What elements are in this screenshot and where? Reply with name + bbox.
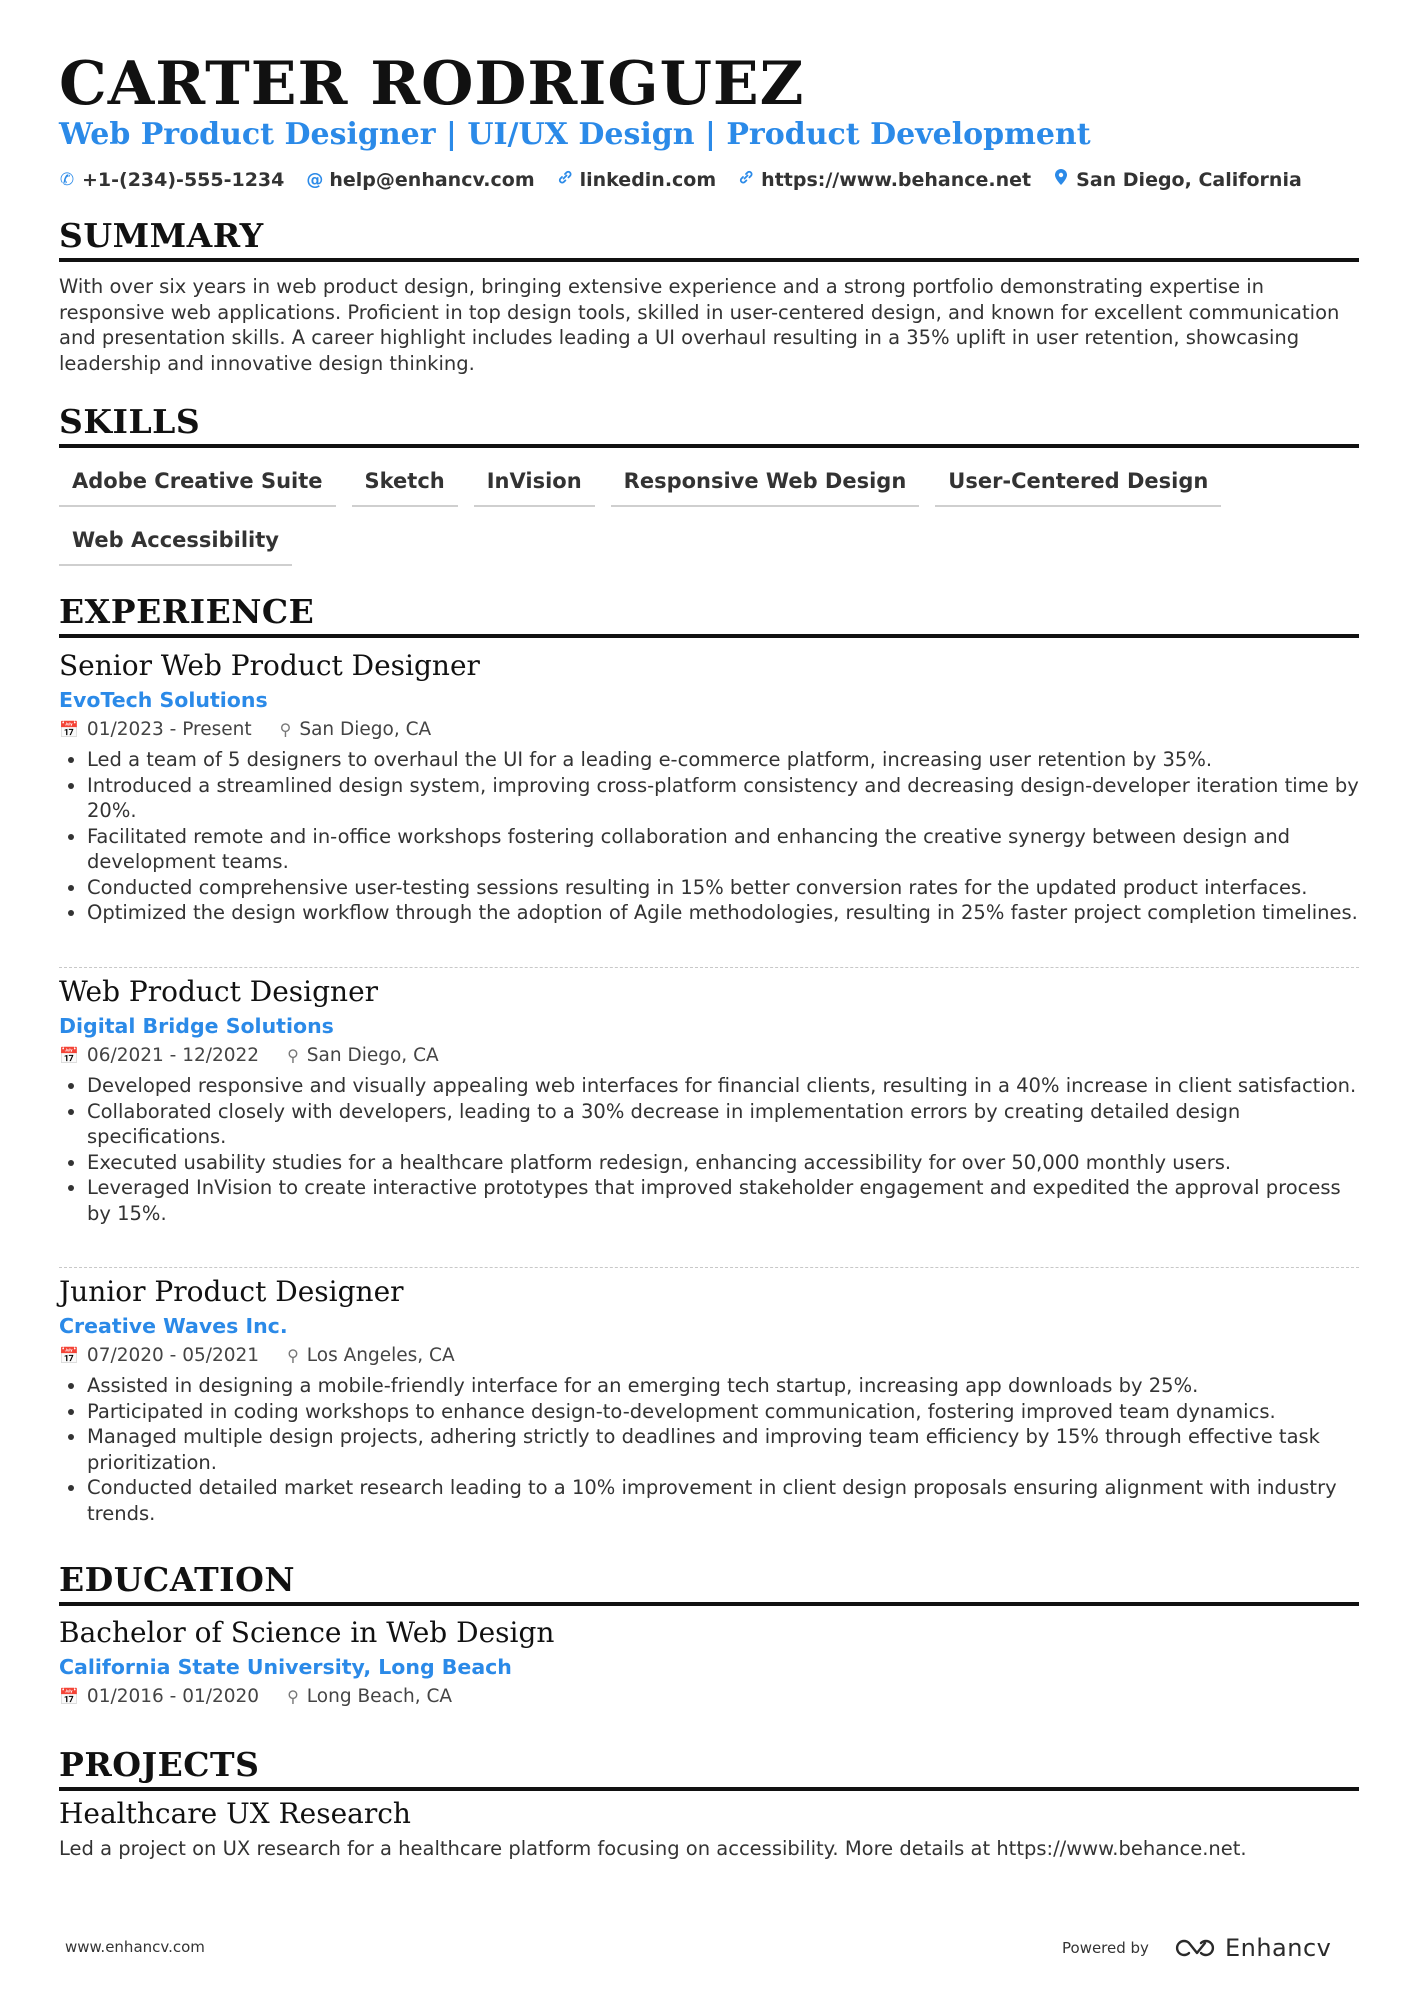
- calendar-icon: 📅: [59, 1046, 79, 1065]
- education-location: [287, 1682, 452, 1712]
- enhancv-logo-icon: [1173, 1937, 1217, 1959]
- list-item: • Introduced a streamlined design system, improving cross-platform consistency and decreasing design-developer iteration time by 20%.: [87, 773, 1359, 824]
- job-bullets: [59, 1373, 1359, 1526]
- job-location: [280, 715, 432, 745]
- contact-linkedin[interactable]: [557, 169, 717, 191]
- projects-heading: PROJECTS: [59, 1745, 1359, 1791]
- job-location-text: Los Angeles, CA: [306, 1345, 455, 1366]
- list-item: • Facilitated remote and in-office workshops fostering collaboration and enhancing the creative synergy between design and development teams.: [87, 824, 1359, 875]
- project-entry: [59, 1796, 1359, 1832]
- contact-location: [1053, 168, 1302, 191]
- list-item: • Leveraged InVision to create interactive prototypes that improved stakeholder engagement and expedited the approval process by 15%.: [87, 1175, 1359, 1226]
- job-dates-text: 06/2021 - 12/2022: [86, 1045, 260, 1066]
- phone-icon: ✆: [59, 169, 75, 190]
- location-pin-icon: ⚲: [287, 1687, 299, 1706]
- skills-list: [59, 460, 1359, 566]
- company-name[interactable]: Digital Bridge Solutions: [59, 1014, 334, 1038]
- calendar-icon: 📅: [59, 1687, 79, 1706]
- list-item: • Executed usability studies for a healthcare platform redesign, enhancing accessibility for over 50,000 monthly users.: [87, 1150, 1359, 1176]
- candidate-name: CARTER RODRIGUEZ: [59, 49, 805, 119]
- list-item: • Managed multiple design projects, adhering strictly to deadlines and improving team efficiency by 15% through effective task prioritization.: [87, 1424, 1359, 1475]
- job-bullets: [59, 747, 1359, 926]
- skill-tag: Responsive Web Design: [611, 460, 920, 507]
- experience-entry: [59, 974, 1359, 1226]
- company-name[interactable]: EvoTech Solutions: [59, 688, 268, 712]
- powered-by-label: Powered by: [1062, 1939, 1149, 1957]
- job-location-text: San Diego, CA: [299, 719, 432, 740]
- contact-linkedin-text: linkedin.com: [579, 168, 717, 191]
- list-item: • Led a team of 5 designers to overhaul the UI for a leading e-commerce platform, increasing user retention by 35%.: [87, 747, 1359, 773]
- footer-branding: [1062, 1934, 1331, 1962]
- location-pin-icon: ⚲: [287, 1346, 299, 1365]
- skills-heading: SKILLS: [59, 402, 1359, 448]
- contact-bar: [59, 168, 1302, 191]
- list-item: • Participated in coding workshops to enhance design-to-development communication, fostering improved team dynamics.: [87, 1399, 1359, 1425]
- list-item: • Assisted in designing a mobile-friendly interface for an emerging tech startup, increasing app downloads by 25%.: [87, 1373, 1359, 1399]
- contact-phone-text: +1-(234)-555-1234: [82, 168, 285, 191]
- link-icon: [738, 169, 754, 190]
- list-item: • Conducted detailed market research leading to a 10% improvement in client design proposals ensuring alignment with industry trends.: [87, 1475, 1359, 1526]
- list-item: • Conducted comprehensive user-testing sessions resulting in 15% better conversion rates for the updated product interfaces.: [87, 875, 1359, 901]
- job-dates-text: 01/2023 - Present: [86, 719, 252, 740]
- summary-text: With over six years in web product design, bringing extensive experience and a strong portfolio demonstrating expertise in responsive web applications. Proficient in top design tools, skilled in user-centered design, and known for excellent communication and presentation skills. A career highlight includes leading a UI overhaul resulting in a 35% uplift in user retention, showcasing leadership and innovative design thinking.: [59, 275, 1340, 375]
- education-dates-text: 01/2016 - 01/2020: [86, 1686, 260, 1707]
- candidate-headline: Web Product Designer | UI/UX Design | Product Development: [59, 117, 1091, 152]
- education-dates: [59, 1682, 259, 1712]
- contact-behance[interactable]: [738, 169, 1031, 191]
- skill-tag: InVision: [474, 460, 595, 507]
- link-icon: [557, 169, 573, 190]
- location-pin-icon: ⚲: [287, 1046, 299, 1065]
- job-title: Junior Product Designer: [59, 1275, 404, 1308]
- location-pin-icon: ⚲: [279, 720, 292, 739]
- education-location-text: Long Beach, CA: [306, 1686, 453, 1707]
- job-meta: [59, 1341, 1359, 1371]
- company-name[interactable]: Creative Waves Inc.: [59, 1314, 288, 1338]
- contact-email-text: help@enhancv.com: [329, 168, 535, 191]
- calendar-icon: 📅: [59, 720, 79, 739]
- education-meta: [59, 1682, 1359, 1712]
- job-title: Senior Web Product Designer: [59, 649, 480, 682]
- experience-heading: EXPERIENCE: [59, 592, 1359, 638]
- summary-heading: SUMMARY: [59, 216, 1359, 262]
- skill-tag: Adobe Creative Suite: [59, 460, 336, 507]
- project-title: Healthcare UX Research: [59, 1797, 411, 1830]
- entry-divider: [59, 1267, 1359, 1268]
- contact-email[interactable]: [306, 169, 534, 191]
- job-title: Web Product Designer: [59, 975, 379, 1008]
- job-location: [287, 1041, 439, 1071]
- list-item: • Collaborated closely with developers, leading to a 30% decrease in implementation errors by creating detailed design specifications.: [87, 1099, 1359, 1150]
- enhancv-brand-text: Enhancv: [1224, 1934, 1332, 1962]
- at-icon: @: [306, 169, 324, 190]
- job-dates-text: 07/2020 - 05/2021: [86, 1345, 260, 1366]
- experience-entry: [59, 648, 1359, 926]
- job-location: [287, 1341, 455, 1371]
- contact-location-text: San Diego, California: [1076, 168, 1302, 191]
- list-item: • Developed responsive and visually appealing web interfaces for financial clients, resulting in a 40% increase in client satisfaction.: [87, 1073, 1359, 1099]
- list-item: • Optimized the design workflow through the adoption of Agile methodologies, resulting in 25% faster project completion timelines.: [87, 900, 1359, 926]
- entry-divider: [59, 967, 1359, 968]
- contact-behance-text: https://www.behance.net: [761, 168, 1032, 191]
- project-description: Led a project on UX research for a healthcare platform focusing on accessibility. More details at https://www.behance.net.: [59, 1837, 1247, 1860]
- experience-entry: [59, 1274, 1359, 1526]
- school-name[interactable]: California State University, Long Beach: [59, 1655, 512, 1679]
- job-dates: [59, 715, 252, 745]
- location-pin-icon: [1053, 168, 1069, 191]
- education-heading: EDUCATION: [59, 1560, 1359, 1606]
- skill-tag: Web Accessibility: [59, 519, 292, 566]
- footer-website[interactable]: www.enhancv.com: [65, 1938, 205, 1956]
- education-entry: [59, 1615, 1359, 1712]
- job-meta: [59, 1041, 1359, 1071]
- enhancv-logo[interactable]: [1173, 1934, 1331, 1962]
- skill-tag: User-Centered Design: [935, 460, 1221, 507]
- job-bullets: [59, 1073, 1359, 1226]
- degree-title: Bachelor of Science in Web Design: [59, 1616, 555, 1649]
- job-location-text: San Diego, CA: [306, 1045, 439, 1066]
- calendar-icon: 📅: [59, 1346, 79, 1365]
- job-meta: [59, 715, 1359, 745]
- job-dates: [59, 1041, 259, 1071]
- job-dates: [59, 1341, 259, 1371]
- skill-tag: Sketch: [352, 460, 458, 507]
- contact-phone[interactable]: [59, 169, 284, 191]
